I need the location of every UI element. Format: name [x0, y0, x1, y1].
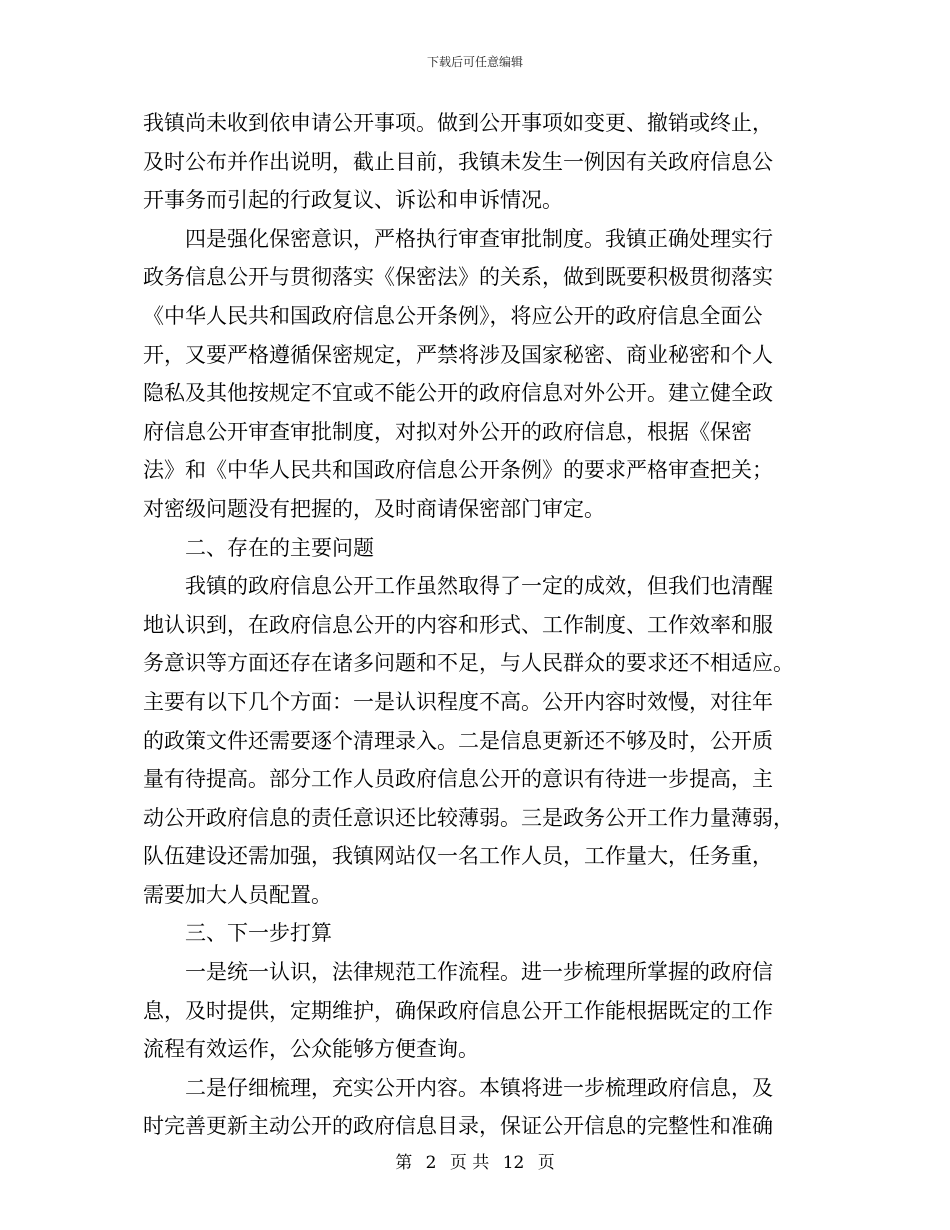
text-line: 开事务而引起的行政复议、诉讼和申诉情况。 [143, 188, 563, 213]
text-line: 我镇的政府信息公开工作虽然取得了一定的成效，但我们也清醒 [143, 574, 773, 599]
text-line: 法》和《中华人民共和国政府信息公开条例》的要求严格审查把关； [143, 458, 773, 483]
text-line: 府信息公开审查审批制度，对拟对外公开的政府信息，根据《保密 [143, 419, 752, 444]
text-line: 及时公布并作出说明，截止目前，我镇未发生一例因有关政府信息公 [143, 149, 773, 174]
text-line: 动公开政府信息的责任意识还比较薄弱。三是政务公开工作力量薄弱， [143, 805, 794, 830]
text-line: 需要加大人员配置。 [143, 882, 332, 907]
text-line: 一是统一认识，法律规范工作流程。进一步梳理所掌握的政府信 [143, 960, 773, 985]
text-line: 对密级问题没有把握的，及时商请保密部门审定。 [143, 496, 605, 521]
text-line: 的政策文件还需要逐个清理录入。二是信息更新还不够及时，公开质 [143, 728, 773, 753]
text-line: 量有待提高。部分工作人员政府信息公开的意识有待进一步提高，主 [143, 767, 773, 792]
page-header [0, 54, 950, 70]
text-line: 二是仔细梳理，充实公开内容。本镇将进一步梳理政府信息，及 [143, 1075, 773, 1100]
current-page-number: 2 [425, 1153, 437, 1173]
document-body [143, 104, 807, 1146]
page-footer [0, 1152, 950, 1174]
text-line: 息，及时提供，定期维护，确保政府信息公开工作能根据既定的工作 [143, 998, 773, 1023]
text-line: 四是强化保密意识，严格执行审查审批制度。我镇正确处理实行 [143, 226, 773, 251]
section-heading: 二、存在的主要问题 [143, 535, 374, 560]
text-line: 主要有以下几个方面：一是认识程度不高。公开内容时效慢，对往年 [143, 689, 773, 714]
section-heading: 三、下一步打算 [143, 921, 332, 946]
text-line: 流程有效运作，公众能够方便查询。 [143, 1037, 479, 1062]
header-note: 下载后可任意编辑 [426, 55, 523, 69]
text-line: 务意识等方面还存在诸多问题和不足，与人民群众的要求还不相适应。 [143, 651, 794, 676]
text-line: 《中华人民共和国政府信息公开条例》，将应公开的政府信息全面公 [143, 303, 763, 328]
total-page-count: 12 [502, 1153, 525, 1173]
text-line: 我镇尚未收到依申请公开事项。做到公开事项如变更、撤销或终止， [143, 111, 773, 135]
text-line: 地认识到，在政府信息公开的内容和形式、工作制度、工作效率和服 [143, 612, 773, 637]
text-line: 政务信息公开与贯彻落实《保密法》的关系，做到既要积极贯彻落实 [143, 265, 773, 290]
text-line: 队伍建设还需加强，我镇网站仅一名工作人员，工作量大，任务重， [143, 844, 773, 869]
text-line: 开，又要严格遵循保密规定，严禁将涉及国家秘密、商业秘密和个人 [143, 342, 773, 367]
text-line: 隐私及其他按规定不宜或不能公开的政府信息对外公开。建立健全政 [143, 381, 773, 406]
footer-suffix: 页 [537, 1153, 555, 1173]
footer-middle: 页 共 [449, 1153, 490, 1173]
footer-prefix: 第 [395, 1153, 413, 1173]
text-line: 时完善更新主动公开的政府信息目录，保证公开信息的完整性和准确 [143, 1114, 773, 1139]
